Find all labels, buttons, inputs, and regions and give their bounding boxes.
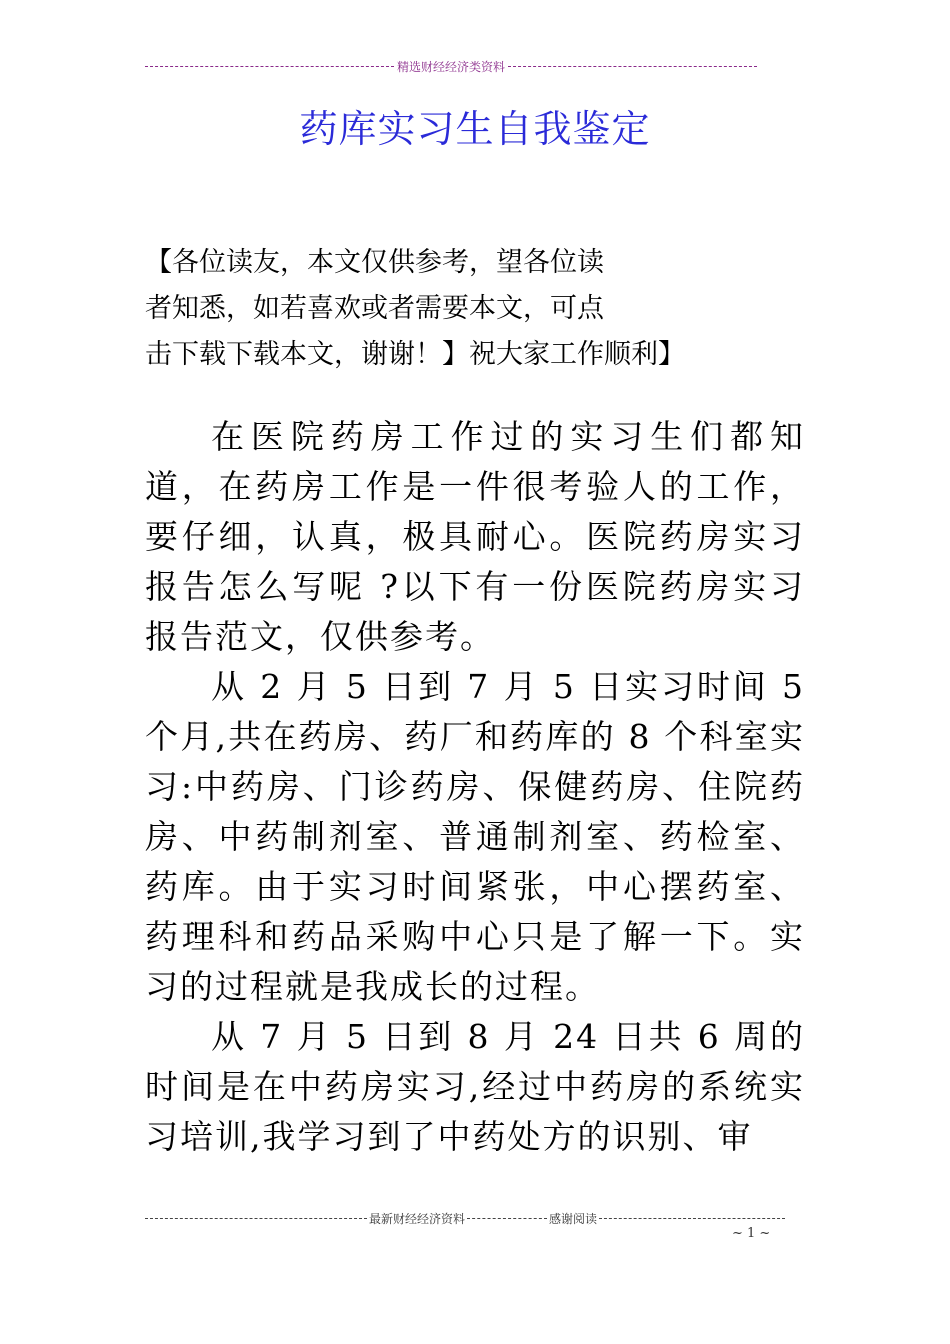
paragraph-2: 从 2 月 5 日到 7 月 5 日实习时间 5 个月,共在药房、药厂和药库的 8 个科室实习:中药房、门诊药房、保健药房、住院药房、中药制剂室、普通制剂室、药检室、药库。由于实习时间紧张，中心摆药室、药理科和药品采购中心只是了解一下。实习的过程就是我成长的过程。 bbox=[145, 667, 805, 1006]
page-header bbox=[145, 58, 757, 75]
footer-dash-left bbox=[145, 1218, 367, 1219]
document-title: 药库实习生自我鉴定 bbox=[299, 107, 651, 151]
page-footer bbox=[145, 1210, 785, 1227]
header-dash-left bbox=[145, 66, 394, 67]
paragraph-3: 从 7 月 5 日到 8 月 24 日共 6 周的时间是在中药房实习,经过中药房的系统实习培训,我学习到了中药处方的识别、审 bbox=[145, 1017, 805, 1156]
notice-line-2: 者知悉，如若喜欢或者需要本文，可点 bbox=[145, 293, 604, 324]
document-body bbox=[145, 412, 805, 1162]
reader-notice bbox=[145, 240, 765, 378]
page-number: ~ 1 ~ bbox=[732, 1226, 771, 1241]
footer-label-right: 感谢阅读 bbox=[549, 1212, 598, 1226]
paragraph-1: 在医院药房工作过的实习生们都知道，在药房工作是一件很考验人的工作，要仔细，认真，极具耐心。医院药房实习报告怎么写呢 ?以下有一份医院药房实习报告范文，仅供参考。 bbox=[145, 417, 805, 656]
footer-label-left: 最新财经经济资料 bbox=[369, 1212, 466, 1226]
footer-dash-right bbox=[599, 1218, 785, 1219]
header-dash-right bbox=[508, 66, 757, 67]
header-label: 精选财经经济类资料 bbox=[397, 60, 506, 74]
footer-dash-middle bbox=[467, 1218, 547, 1219]
notice-line-3: 击下载下载本文，谢谢！】祝大家工作顺利】 bbox=[145, 339, 685, 370]
notice-line-1: 【各位读友，本文仅供参考，望各位读 bbox=[145, 247, 604, 278]
